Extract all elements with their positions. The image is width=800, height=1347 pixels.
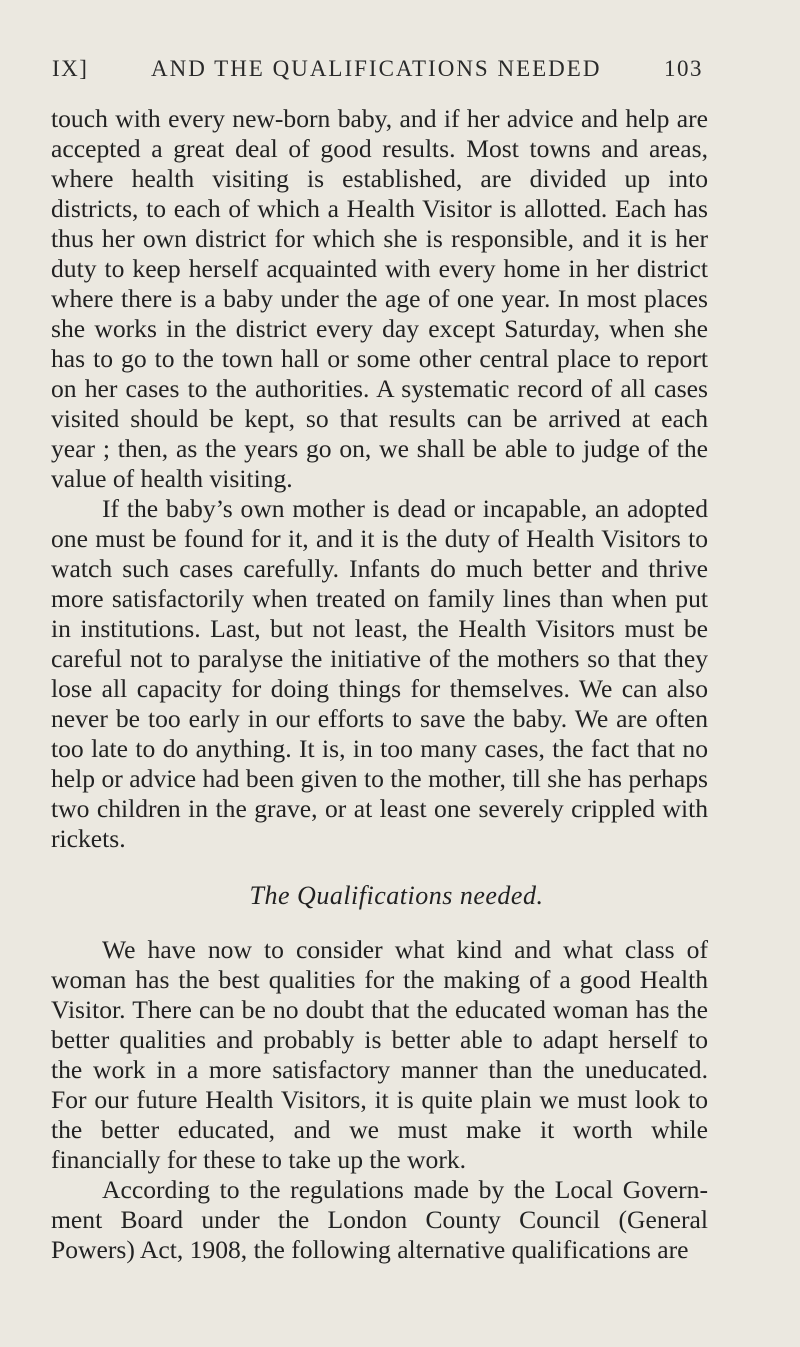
running-title: AND THE QUALIFICATIONS NEEDED bbox=[150, 56, 602, 81]
paragraph-1: touch with every new-born baby, and if her advice and help are accepted a great deal of good results. Most towns and areas, where health visiting is established, are divided up into districts, to each of which a Health Visitor is allotted. Each has thus her own district for which she is responsible, and it is her duty to keep herself acquainted with every home in her district where there is a baby under the age of one year. In most places she works in the district every day except Saturday, when she has to go to the town hall or some other central place to report on her cases to the authorities. A systematic record of all cases visited should be kept, so that results can be arrived at each year ; then, as the years go on, we shall be able to judge of the value of health visiting. bbox=[51, 104, 708, 493]
chapter-number: IX] bbox=[52, 56, 89, 81]
body-text bbox=[51, 104, 708, 1265]
paragraph-4: According to the regulations made by the Local Govern- ment Board under the London County Council (General Powers) Act, 1908, the following alternative qualifications are bbox=[51, 1175, 708, 1264]
paragraph-3: We have now to consider what kind and what class of woman has the best qualities for the making of a good Health Visitor. There can be no doubt that the educated woman has the better qualities and probably is better able to adapt herself to the work in a more satisfactory manner than the uneducated. For our future Health Visitors, it is quite plain we must look to the better educated, and we must make it worth while financially for these to take up the work. bbox=[51, 935, 708, 1174]
running-head bbox=[52, 56, 703, 86]
section-heading: The Qualifications needed. bbox=[249, 881, 544, 910]
paragraph-2: If the baby’s own mother is dead or incapable, an adopted one must be found for it, and it is the duty of Health Visitors to watch such cases carefully. Infants do much better and thrive more satisfactorily when treated on family lines than when put in institutions. Last, but not least, the Health Visitors must be careful not to paralyse the initiative of the mothers so that they lose all capacity for doing things for themselves. We can also never be too early in our efforts to save the baby. We are often too late to do anything. It is, in too many cases, the fact that no help or advice had been given to the mother, till she has perhaps two children in the grave, or at least one severely crippled with rickets. bbox=[51, 494, 708, 853]
page-number: 103 bbox=[664, 56, 703, 81]
